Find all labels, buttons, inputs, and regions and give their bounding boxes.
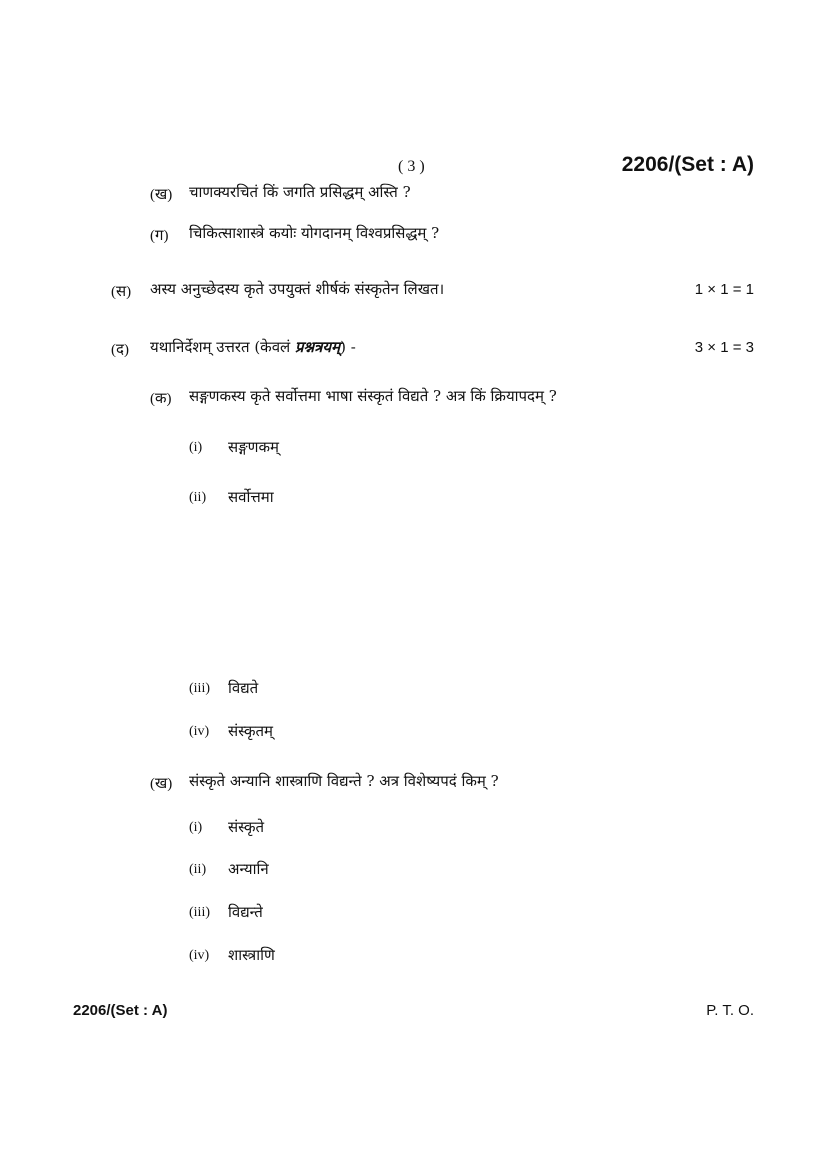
sub-question-text: संस्कृते अन्यानि शास्त्राणि विद्यन्ते ? अत्र विशेष्यपदं किम् ? xyxy=(189,772,499,790)
paper-code-footer: 2206/(Set : A) xyxy=(73,1002,168,1019)
sub-question-text: चाणक्यरचितं किं जगति प्रसिद्धम् अस्ति ? xyxy=(189,183,411,201)
option-text: विद्यते xyxy=(228,679,259,697)
question-text xyxy=(150,337,356,357)
page-turn-over: P. T. O. xyxy=(706,1002,754,1019)
option-number: (i) xyxy=(189,440,203,455)
question-text-after: ) - xyxy=(340,338,356,356)
question-text: अस्य अनुच्छेदस्य कृते उपयुक्तं शीर्षकं संस्कृतेन लिखत। xyxy=(150,280,445,298)
option-text: विद्यन्ते xyxy=(228,903,263,921)
sub-question-label: (ख) xyxy=(150,776,173,792)
paper-code-header: 2206/(Set : A) xyxy=(621,153,754,176)
option-text: सर्वोत्तमा xyxy=(228,488,274,506)
option-text: सङ्गणकम् xyxy=(228,438,279,456)
sub-question-label: (क) xyxy=(150,391,172,407)
sub-question-label: (ग) xyxy=(150,228,169,244)
option-number: (i) xyxy=(189,820,203,835)
question-text-before: यथानिर्देशम् उत्तरत (केवलं xyxy=(150,338,295,356)
question-label: (स) xyxy=(111,284,132,300)
question-marks: 1 × 1 = 1 xyxy=(694,281,754,298)
option-number: (iv) xyxy=(189,948,210,963)
sub-question-label: (ख) xyxy=(150,187,173,203)
option-text: संस्कृते xyxy=(228,818,265,836)
option-number: (iv) xyxy=(189,724,210,739)
question-label: (द) xyxy=(111,342,129,358)
option-number: (ii) xyxy=(189,862,207,877)
question-text-emphasis: प्रश्नत्रयम् xyxy=(294,338,341,356)
option-text: अन्यानि xyxy=(228,860,269,878)
option-text: शास्त्राणि xyxy=(228,946,275,964)
option-number: (ii) xyxy=(189,490,207,505)
sub-question-text: चिकित्साशास्त्रे कयोः योगदानम् विश्वप्रसिद्धम् ? xyxy=(189,224,440,242)
option-number: (iii) xyxy=(189,905,210,920)
option-number: (iii) xyxy=(189,681,210,696)
page-number: ( 3 ) xyxy=(398,158,425,175)
question-marks: 3 × 1 = 3 xyxy=(694,339,754,356)
option-text: संस्कृतम् xyxy=(228,722,274,740)
sub-question-text: सङ्गणकस्य कृते सर्वोत्तमा भाषा संस्कृतं विद्यते ? अत्र किं क्रियापदम् ? xyxy=(189,387,557,405)
